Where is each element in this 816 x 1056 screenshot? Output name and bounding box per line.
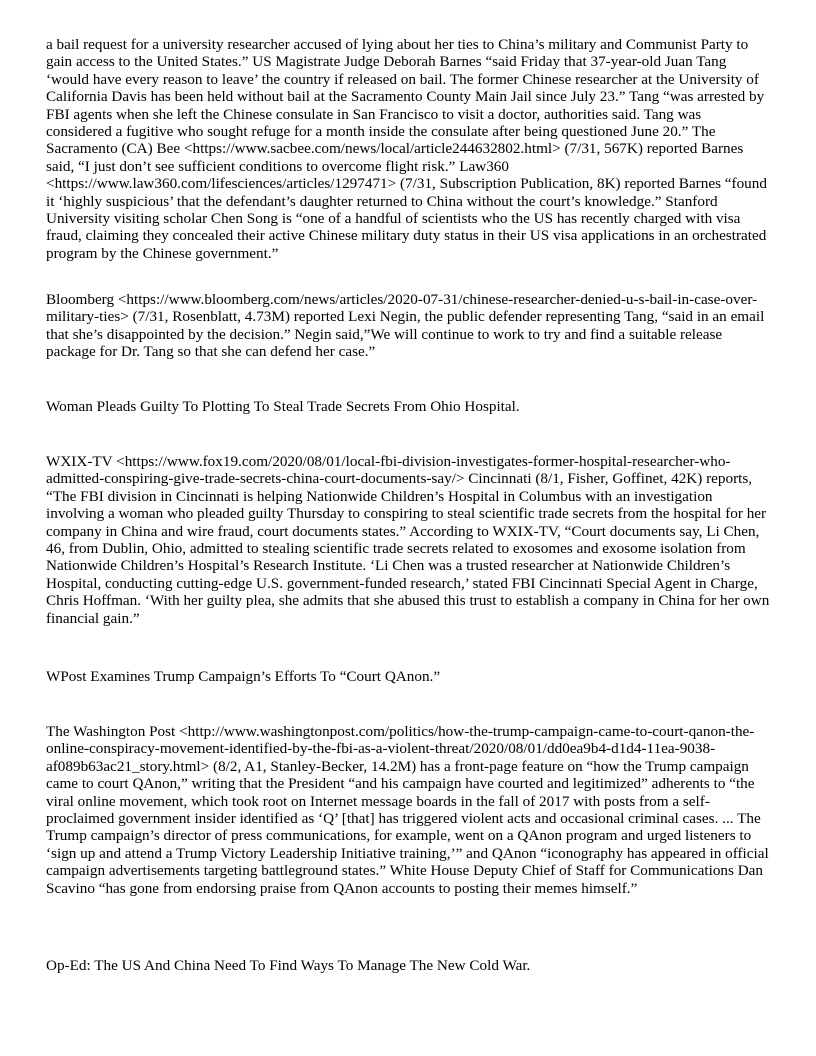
article-paragraph-bloomberg: Bloomberg <https://www.bloomberg.com/news/articles/2020-07-31/chinese-researcher-denied-u-s-bail-in-case-over-military-ties> (7/31, Rosenblatt, 4.73M) reported Lexi Negin, the public defender representing Tang, “said in an email that she’s disappointed by the decision.” Negin said,”We will continue to work to try and find a suitable release package for Dr. Tang so that she can defend her case.” bbox=[46, 291, 765, 361]
headline-qanon: WPost Examines Trump Campaign’s Efforts To “Court QAnon.” bbox=[46, 668, 441, 685]
article-paragraph-tang-bail: a bail request for a university researcher accused of lying about her ties to China’s military and Communist Party to gain access to the United States.” US Magistrate Judge Deborah Barnes “said Friday that 37-year-old Juan Tang ‘would have every reason to leave’ the country if released on bail. The former Chinese researcher at the University of California Davis has been held without bail at the Sacramento County Main Jail since July 23.” Tang “was arrested by FBI agents when she left the Chinese consulate in San Francisco to visit a doctor, authorities said. Tang was considered a fugitive who sought refuge for a month inside the consulate after being questioned June 20.” The Sacramento (CA) Bee <https://www.sacbee.com/news/local/article244632802.html> (7/31, 567K) reported Barnes said, “I just don’t see sufficient conditions to overcome flight risk.” Law360 <https://www.law360.com/lifesciences/articles/1297471> (7/31, Subscription Publication, 8K) reported Barnes “found it ‘highly suspicious’ that the defendant’s daughter returned to China without the court’s knowledge.” Stanford University visiting scholar Chen Song is “one of a handful of scientists who the US has recently charged with visa fraud, claiming they concealed their active Chinese military duty status in their US visa applications in an orchestrated program by the Chinese government.” bbox=[46, 36, 767, 262]
article-paragraph-washington-post: The Washington Post <http://www.washingtonpost.com/politics/how-the-trump-campaign-came-to-court-qanon-the-online-conspiracy-movement-identified-by-the-fbi-as-a-violent-threat/2020/08/01/dd0ea9b4-d1d4-11ea-9038-af089b63ac21_story.html> (8/2, A1, Stanley-Becker, 14.2M) has a front-page feature on “how the Trump campaign came to court QAnon,” writing that the President “and his campaign have courted and legitimized” adherents to “the viral online movement, which took root on Internet message boards in the fall of 2017 with posts from a self-proclaimed government insider identified as ‘Q’ [that] has triggered violent acts and occasional criminal cases. ... The Trump campaign’s director of press communications, for example, went on a QAnon program and urged listeners to ‘sign up and attend a Trump Victory Leadership Initiative training,’” and QAnon “iconography has appeared in official campaign advertisements targeting battleground states.” White House Deputy Chief of Staff for Communications Dan Scavino “has gone from endorsing praise from QAnon accounts to posting their memes himself.” bbox=[46, 723, 769, 897]
headline-cold-war-op-ed: Op-Ed: The US And China Need To Find Ways To Manage The New Cold War. bbox=[46, 957, 531, 974]
headline-ohio-hospital: Woman Pleads Guilty To Plotting To Steal Trade Secrets From Ohio Hospital. bbox=[46, 398, 520, 415]
article-paragraph-wxix: WXIX-TV <https://www.fox19.com/2020/08/01/local-fbi-division-investigates-former-hospital-researcher-who-admitted-conspiring-give-trade-secrets-china-court-documents-say/> Cincinnati (8/1, Fisher, Goffinet, 42K) reports, “The FBI division in Cincinnati is helping Nationwide Children’s Hospital in Columbus with an investigation involving a woman who pleaded guilty Thursday to conspiring to steal scientific trade secrets from the hospital for her company in China and wire fraud, court documents states.” According to WXIX-TV, “Court documents say, Li Chen, 46, from Dublin, Ohio, admitted to stealing scientific trade secrets related to exosomes and exosome isolation from Nationwide Children’s Hospital’s Research Institute. ‘Li Chen was a trusted researcher at Nationwide Children’s Hospital, conducting cutting-edge U.S. government-funded research,’ stated FBI Cincinnati Special Agent in Charge, Chris Hoffman. ‘With her guilty plea, she admits that she abused this trust to establish a company in China for her own financial gain.” bbox=[46, 453, 770, 627]
